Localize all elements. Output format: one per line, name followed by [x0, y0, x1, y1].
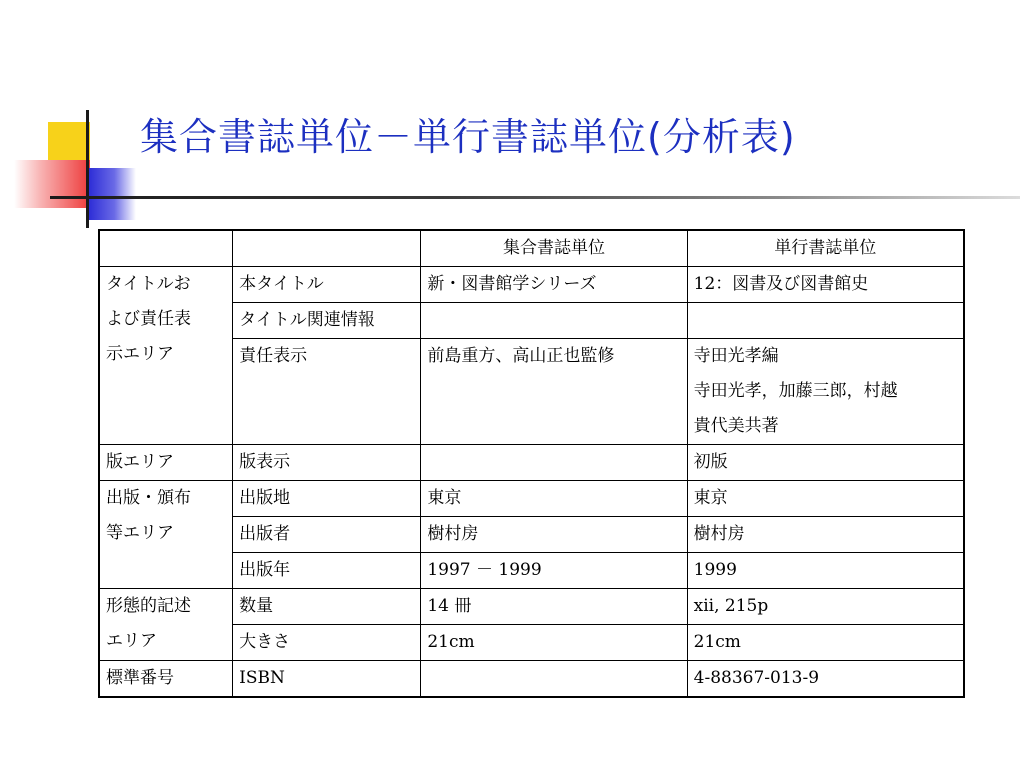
field-label: 責任表示: [233, 339, 421, 445]
decor-yellow-square: [48, 122, 90, 164]
single-value: 21cm: [687, 625, 964, 661]
area-physical-description: 形態的記述 エリア: [99, 589, 233, 661]
collective-value: 樹村房: [421, 517, 687, 553]
title-underline: [50, 196, 1020, 199]
single-value: 樹村房: [687, 517, 964, 553]
decor-red-gradient: [14, 160, 90, 208]
field-label: タイトル関連情報: [233, 303, 421, 339]
header-collective: 集合書誌単位: [421, 230, 687, 267]
field-label: 出版地: [233, 481, 421, 517]
area-title-responsibility: タイトルお よび責任表 示エリア: [99, 267, 233, 445]
table-row: [99, 267, 964, 303]
field-label: ISBN: [233, 661, 421, 698]
field-label: 数量: [233, 589, 421, 625]
area-edition: 版エリア: [99, 445, 233, 481]
collective-value: 東京: [421, 481, 687, 517]
decor-blue-gradient: [88, 168, 136, 220]
single-value: xii, 215p: [687, 589, 964, 625]
collective-value: [421, 303, 687, 339]
collective-value: 前島重方、高山正也監修: [421, 339, 687, 445]
table-row: [99, 589, 964, 625]
field-label: 本タイトル: [233, 267, 421, 303]
field-label: 大きさ: [233, 625, 421, 661]
collective-value: 21cm: [421, 625, 687, 661]
field-label: 版表示: [233, 445, 421, 481]
analysis-table: [98, 229, 965, 698]
header-single: 単行書誌単位: [687, 230, 964, 267]
table-row: [99, 445, 964, 481]
single-value: 東京: [687, 481, 964, 517]
collective-value: 1997 － 1999: [421, 553, 687, 589]
area-standard-number: 標準番号: [99, 661, 233, 698]
single-value: 4-88367-013-9: [687, 661, 964, 698]
collective-value: 新・図書館学シリーズ: [421, 267, 687, 303]
single-value: 初版: [687, 445, 964, 481]
decor-vertical-rule: [86, 110, 89, 228]
header-cell-empty-1: [99, 230, 233, 267]
table-header-row: [99, 230, 964, 267]
collective-value: 14 冊: [421, 589, 687, 625]
area-publication: 出版・頒布 等エリア: [99, 481, 233, 589]
slide-title: 集合書誌単位－単行書誌単位(分析表): [140, 115, 796, 159]
single-value: 1999: [687, 553, 964, 589]
single-value: 12：図書及び図書館史: [687, 267, 964, 303]
header-cell-empty-2: [233, 230, 421, 267]
collective-value: [421, 445, 687, 481]
single-value: [687, 303, 964, 339]
single-value: 寺田光孝編 寺田光孝，加藤三郎，村越 貴代美共著: [687, 339, 964, 445]
collective-value: [421, 661, 687, 698]
table-row: [99, 661, 964, 698]
table-row: [99, 481, 964, 517]
field-label: 出版年: [233, 553, 421, 589]
field-label: 出版者: [233, 517, 421, 553]
